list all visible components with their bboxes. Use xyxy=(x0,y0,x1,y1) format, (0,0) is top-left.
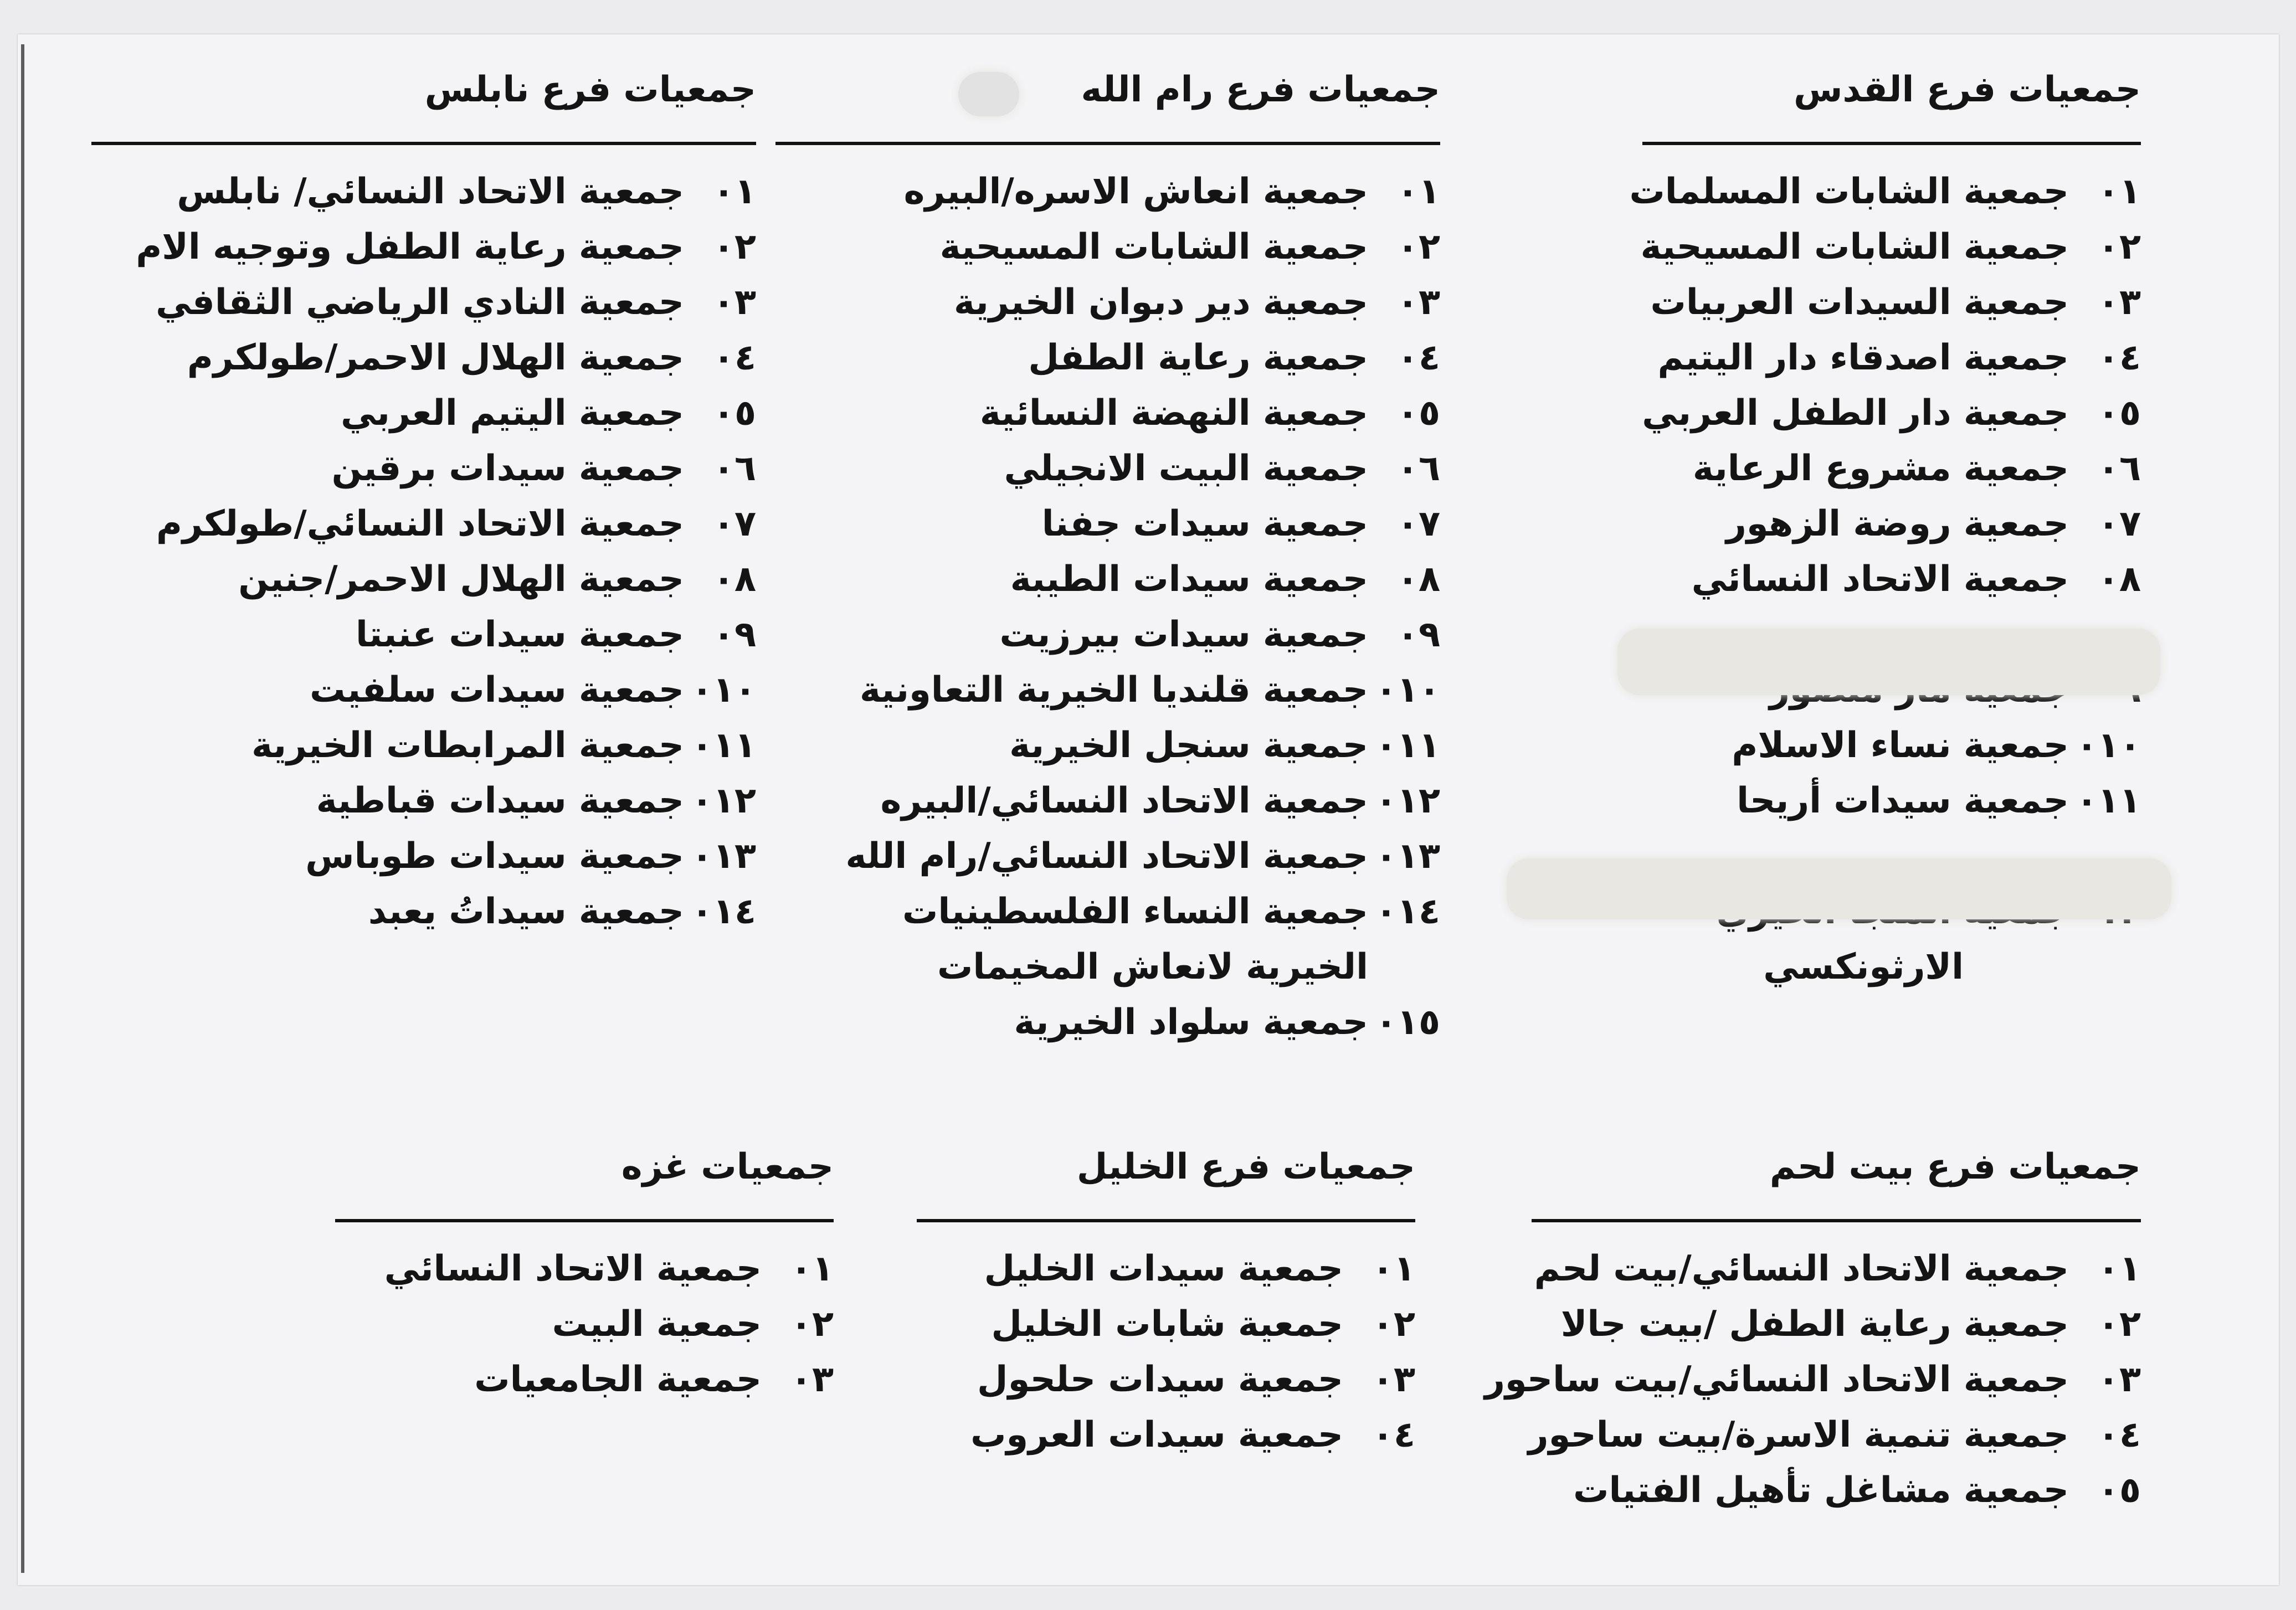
list-item: ٠٦جمعية سيدات برقين xyxy=(331,448,756,489)
list-item-continuation: الخيرية لانعاش المخيمات xyxy=(937,947,1368,987)
section-bethlehem xyxy=(1485,1146,2141,1518)
list-item: ٠١١جمعية سنجل الخيرية xyxy=(1009,725,1440,766)
correction-fluid-mark xyxy=(1617,629,2160,695)
list-item: ٠١٥جمعية سلواد الخيرية xyxy=(1014,1002,1440,1043)
list-item: ٠٢جمعية شابات الخليل xyxy=(991,1304,1415,1345)
section-title: جمعيات فرع نابلس xyxy=(424,69,756,110)
section-list xyxy=(1485,1241,2141,1518)
list-item: ٠٤جمعية رعاية الطفل xyxy=(1028,337,1440,378)
list-item: ٠٢جمعية الشابات المسيحية xyxy=(939,227,1440,268)
section-ramallah xyxy=(775,69,1440,1050)
list-item: ٠١٠جمعية سيدات سلفيت xyxy=(310,670,756,711)
section-hebron xyxy=(917,1146,1415,1463)
section-jerusalem xyxy=(1629,69,2141,995)
correction-fluid-mark xyxy=(958,72,1019,116)
list-item: ٠٤جمعية سيدات العروب xyxy=(970,1414,1415,1455)
list-item: ٠٧جمعية روضة الزهور xyxy=(1725,503,2141,544)
section-gaza xyxy=(335,1146,834,1407)
list-item: ٠٤جمعية اصدقاء دار اليتيم xyxy=(1657,337,2141,378)
section-rule xyxy=(775,142,1440,145)
section-rule xyxy=(1642,142,2141,145)
list-item: ٠١٢جمعية سيدات قباطية xyxy=(316,780,756,821)
list-item: ٠١٣جمعية الاتحاد النسائي/رام الله xyxy=(845,836,1440,877)
list-item: ٠٨جمعية الهلال الاحمر/جنين xyxy=(238,559,756,600)
list-item: ٠٣جمعية الجامعيات xyxy=(474,1359,834,1400)
list-item: ٠٤جمعية تنمية الاسرة/بيت ساحور xyxy=(1528,1414,2141,1455)
list-item: ٠١جمعية الاتحاد النسائي xyxy=(384,1248,834,1289)
section-nablus xyxy=(91,69,756,939)
section-rule xyxy=(917,1219,1415,1222)
list-item: ٠١٢جمعية الاتحاد النسائي/البيره xyxy=(880,780,1440,821)
list-item: ٠١١جمعية سيدات أريحا xyxy=(1737,780,2141,821)
section-title: جمعيات فرع الخليل xyxy=(1076,1146,1415,1187)
list-item: ٠٢جمعية البيت xyxy=(552,1304,834,1345)
list-item: ٠٧جمعية سيدات جفنا xyxy=(1041,503,1440,544)
list-item: ٠٨جمعية سيدات الطيبة xyxy=(1010,559,1440,600)
list-item: ٠١جمعية انعاش الاسره/البيره xyxy=(903,171,1440,212)
list-item: ٠٢جمعية رعاية الطفل /بيت جالا xyxy=(1560,1304,2141,1345)
list-item: ٠٥جمعية اليتيم العربي xyxy=(341,393,756,434)
list-item: ٠٥جمعية دار الطفل العربي xyxy=(1642,393,2141,434)
section-list xyxy=(335,1241,834,1407)
list-item: ٠٨جمعية الاتحاد النسائي xyxy=(1691,559,2141,600)
list-item: ٠٢جمعية الشابات المسيحية xyxy=(1640,227,2141,268)
section-list xyxy=(91,164,756,939)
section-title: جمعيات فرع القدس xyxy=(1794,69,2141,110)
list-item: ٠١٤جمعية سيداتُ يعبد xyxy=(368,891,756,932)
list-item: ٠١جمعية الاتحاد النسائي/ نابلس xyxy=(177,171,756,212)
list-item: ٠٦جمعية البيت الانجيلي xyxy=(1004,448,1440,489)
list-item: ٠٦جمعية مشروع الرعاية xyxy=(1692,448,2141,489)
list-item: ٠١٣جمعية سيدات طوباس xyxy=(305,836,756,877)
list-item-continuation: الارثونكسي xyxy=(1763,947,1964,987)
list-item: ٠٣جمعية النادي الرياضي الثقافي xyxy=(156,282,756,323)
list-item: ٠١٤جمعية النساء الفلسطينيات xyxy=(902,891,1440,932)
list-item: ٠٣جمعية الاتحاد النسائي/بيت ساحور xyxy=(1485,1359,2141,1400)
list-item: ٠٤جمعية الهلال الاحمر/طولكرم xyxy=(187,337,756,378)
list-item: ٠٥جمعية النهضة النسائية xyxy=(979,393,1440,434)
section-title: جمعيات فرع بيت لحم xyxy=(1769,1146,2141,1187)
list-item: ٠١٠جمعية قلنديا الخيرية التعاونية xyxy=(860,670,1440,711)
page-fold-edge xyxy=(21,44,24,1573)
list-item: ٠٣جمعية سيدات حلحول xyxy=(977,1359,1415,1400)
list-item: ٠٥جمعية مشاغل تأهيل الفتيات xyxy=(1573,1470,2141,1511)
list-item: ٠٢جمعية رعاية الطفل وتوجيه الام xyxy=(136,227,756,268)
section-title: جمعيات غزه xyxy=(621,1146,834,1187)
list-item: ٠١١جمعية المرابطات الخيرية xyxy=(251,725,756,766)
section-rule xyxy=(91,142,756,145)
correction-fluid-mark xyxy=(1507,858,2171,919)
list-item: ٠٩جمعية سيدات عنبتا xyxy=(355,614,756,655)
list-item: ٠١جمعية الاتحاد النسائي/بيت لحم xyxy=(1534,1248,2141,1289)
list-item: ٠١جمعية الشابات المسلمات xyxy=(1629,171,2141,212)
list-item: ٠٩جمعية سيدات بيرزيت xyxy=(999,614,1440,655)
list-item: ٠٧جمعية الاتحاد النسائي/طولكرم xyxy=(156,503,756,544)
section-list xyxy=(775,164,1440,1050)
list-item: ٠١جمعية سيدات الخليل xyxy=(984,1248,1415,1289)
list-item: ٠٣جمعية السيدات العربيات xyxy=(1650,282,2141,323)
section-rule xyxy=(1532,1219,2141,1222)
list-item: ٠١٠جمعية نساء الاسلام xyxy=(1732,725,2141,766)
section-list xyxy=(917,1241,1415,1463)
section-rule xyxy=(335,1219,834,1222)
list-item: ٠٣جمعية دير دبوان الخيرية xyxy=(953,282,1440,323)
section-title: جمعيات فرع رام الله xyxy=(1081,69,1440,110)
